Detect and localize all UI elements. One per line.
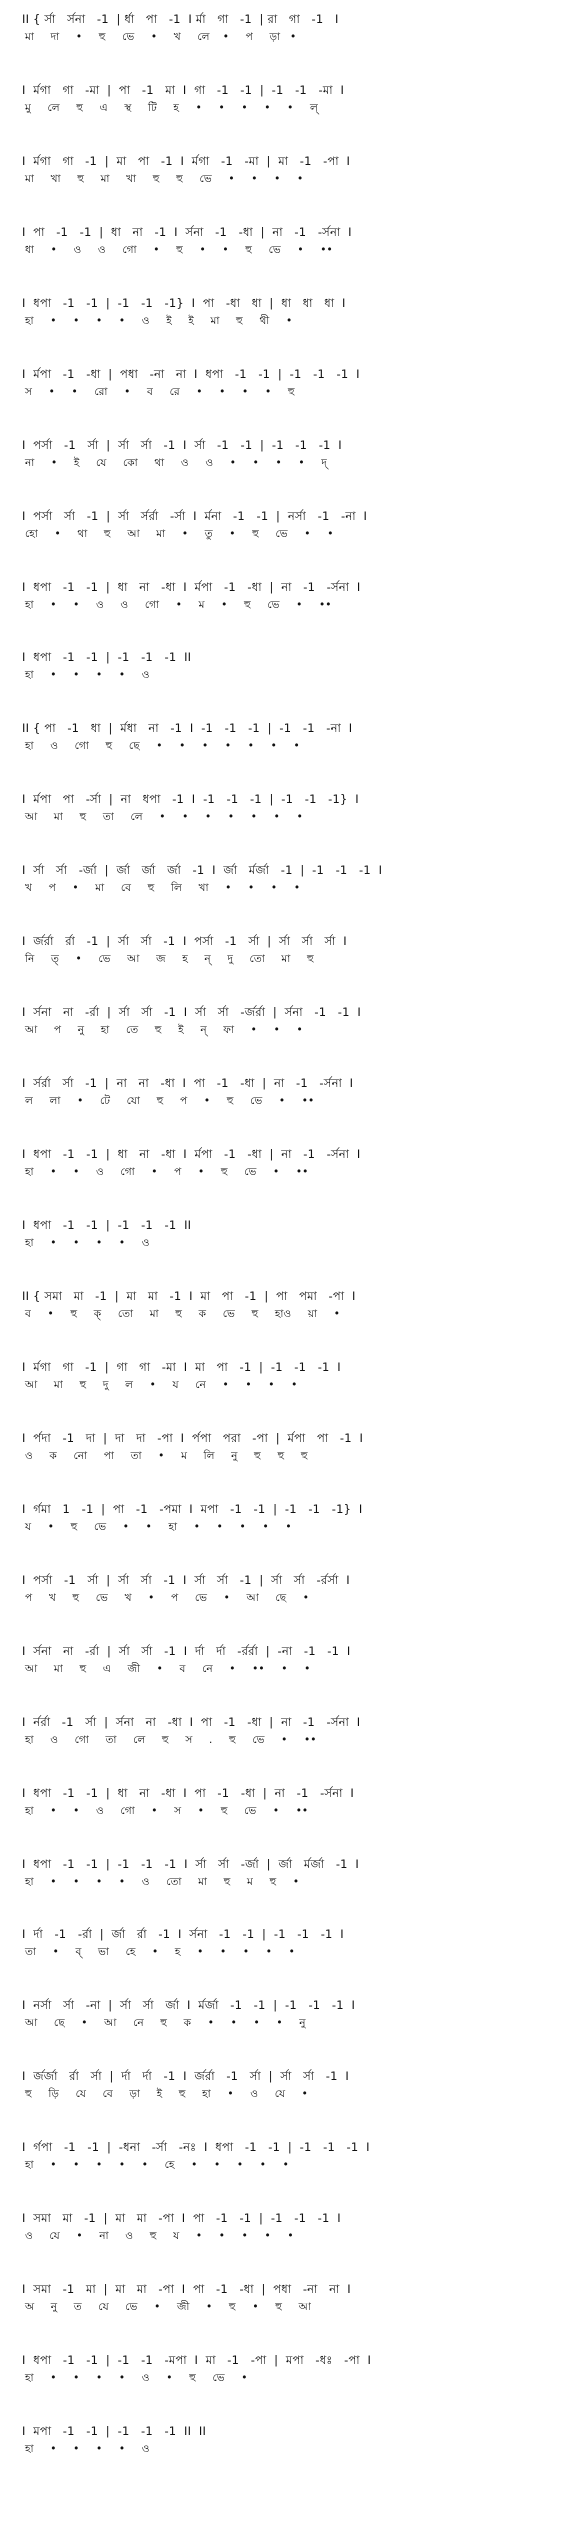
lyric-line: স • • রো • ব রে • • • • হু	[25, 385, 295, 398]
notation-system	[22, 367, 562, 399]
lyric-line: হা • • • • ও	[25, 2443, 150, 2456]
notation-system	[22, 1573, 562, 1605]
lyric-line: হো • থা হু আ মা • তু • হু ভে • •	[25, 527, 334, 540]
lyric-line: আ প নু হা তে হু ই ন্ ফা • • •	[25, 1024, 303, 1037]
notation-system	[22, 1502, 562, 1534]
notation-system	[22, 509, 562, 541]
lyric-line: আ মা হু তা লে • • • • • • •	[25, 811, 303, 824]
swar-line: I র্মপা -1 -ধা | পধা -না না I ধপা -1 -1 | -1 -1 -1 I	[22, 366, 360, 381]
swar-line: I ধপা -1 -1 | -1 -1 -মপা I মা -1 -পা | মপা -ধঃ -পা I	[22, 2353, 372, 2368]
swar-line: I পর্সা -1 র্সা | র্সা র্সা -1 I র্সা র্সা -1 | র্সা র্সা -র্রর্সা I	[22, 1572, 350, 1587]
lyric-line: ও ক নো পা তা • ম লি নু হু হু হু	[25, 1449, 308, 1462]
swar-line: I ধপা -1 -1 | ধা না -ধা I র্মপা -1 -ধা | না -1 -র্সনা I	[22, 579, 361, 594]
swar-line: I র্পদা -1 দা | দা দা -পা I র্পপা পরা -পা | র্মপা পা -1 I	[22, 1430, 364, 1445]
swar-line: II { পা -1 ধা | র্মধা না -1 I -1 -1 -1 | -1 -1 -না I	[22, 721, 353, 736]
notation-system	[22, 934, 562, 966]
notation-system	[22, 2353, 562, 2385]
lyric-line: ও যে • না ও হু য • • • • •	[25, 2230, 294, 2243]
swar-line: I র্সনা না -র্রা | র্সা র্সা -1 I র্দা র্দা -র্রর্রা | -না -1 -1 I	[22, 1643, 351, 1658]
notation-system	[22, 1857, 562, 1889]
lyric-line: হা • • • • • হে • • • • •	[25, 2159, 289, 2172]
lyric-line: তা • ব্ ভা হে • হ • • • • •	[25, 1946, 295, 1959]
notation-system	[22, 225, 562, 257]
swar-line: I র্মপা পা -র্সা | না ধপা -1 I -1 -1 -1 | -1 -1 -1} I	[22, 792, 359, 807]
lyric-line: ধা • ও ও গো • হু • • হু ভে • ••	[25, 243, 333, 256]
lyric-line: প খ হু ভে খ • প ভে • আ ছে •	[25, 1591, 309, 1604]
notation-system	[22, 154, 562, 186]
swar-line: I র্সা র্সা -র্জা | র্জা র্জা র্জা -1 I র্জা র্মর্জা -1 | -1 -1 -1 I	[22, 863, 383, 878]
notation-system	[22, 1927, 562, 1959]
notation-system	[22, 1289, 562, 1321]
lyric-line: হা • • • • ও	[25, 669, 150, 682]
notation-system	[22, 580, 562, 612]
notation-system	[22, 12, 562, 44]
notation-system	[22, 1360, 562, 1392]
notation-system	[22, 1786, 562, 1818]
swar-line: I র্সনা না -র্রা | র্সা র্সা -1 I র্সা র্সা -র্জর্রা | র্সনা -1 -1 I	[22, 1005, 361, 1020]
swar-line: I র্সর্রা র্সা -1 | না না -ধা I পা -1 -ধা | না -1 -র্সনা I	[22, 1076, 354, 1091]
notation-system	[22, 2140, 562, 2172]
lyric-line: মা দা • হু ভে • খ লে • প ড়া •	[25, 31, 297, 43]
lyric-line: হা • • ও গো • স • হু ভে • ••	[25, 1804, 309, 1817]
notation-system	[22, 2069, 562, 2101]
notation-system	[22, 792, 562, 824]
lyric-line: খ প • মা বে হু লি খা • • • •	[25, 882, 301, 895]
notation-system	[22, 650, 562, 682]
swar-line: I র্জর্রা র্রা -1 | র্সা র্সা -1 I পর্সা -1 র্সা | র্সা র্সা র্সা I	[22, 934, 347, 949]
lyric-line: হা • • • • ও • হু ভে •	[25, 2372, 248, 2385]
swar-line: I র্দা -1 -র্রা | র্জা র্রা -1 I র্সনা -1 -1 | -1 -1 -1 I	[22, 1927, 344, 1942]
lyric-line: হু ড়ি যে বে ড়া ই হু হা • ও যে •	[25, 2088, 308, 2101]
swar-line: I পর্সা -1 র্সা | র্সা র্সা -1 I র্সা -1 -1 | -1 -1 -1 I	[22, 437, 342, 452]
lyric-line: নি ত্ • ভে আ জ হ ন্ দু তো মা হু	[25, 953, 314, 966]
lyric-line: হা • • • • ও ই ই মা হু থী •	[25, 314, 293, 327]
lyric-line: ব • হু ক্ তো মা হু ক ভে হু হাও য়া •	[25, 1307, 340, 1320]
notation-system	[22, 2424, 562, 2456]
notation-system	[22, 1644, 562, 1676]
lyric-line: আ ছে • আ নে হু ক • • • • নু	[25, 2017, 306, 2030]
lyric-line: হা • • • • ও	[25, 1237, 150, 1250]
notation-system	[22, 863, 562, 895]
swar-line: I ধপা -1 -1 | ধা না -ধা I র্মপা -1 -ধা | না -1 -র্সনা I	[22, 1147, 361, 1162]
lyric-line: হা • • • • ও তো মা হু ম হু •	[25, 1875, 300, 1888]
swar-line: I সমা -1 মা | মা মা -পা I পা -1 -ধা | পধা -না না I	[22, 2282, 351, 2297]
lyric-line: ল লা • টে যো হু প • হু ভে • ••	[25, 1095, 315, 1108]
swar-line: I সমা মা -1 | মা মা -পা I পা -1 -1 | -1 -1 -1 I	[22, 2211, 341, 2226]
notation-system	[22, 1715, 562, 1747]
notation-system	[22, 721, 562, 753]
notation-system	[22, 1998, 562, 2030]
notation-system	[22, 1218, 562, 1250]
lyric-line: য • হু ভে • • হা • • • • •	[25, 1520, 292, 1533]
swar-line: I র্জর্জা র্রা র্সা | র্দা র্দা -1 I র্জর্রা -1 র্সা | র্সা র্সা -1 I	[22, 2069, 349, 2084]
swar-line: II { সমা মা -1 | মা মা -1 I মা পা -1 | পা পমা -পা I	[22, 1288, 356, 1303]
swar-line: I মপা -1 -1 | -1 -1 -1 II II	[22, 2424, 207, 2439]
lyric-line: হা ও গো তা লে হু স . হু ভে • ••	[25, 1733, 317, 1746]
notation-system	[22, 296, 562, 328]
swar-line: I পা -1 -1 | ধা না -1 I র্সনা -1 -ধা | না -1 -র্সনা I	[22, 224, 352, 239]
swar-line: I র্নর্রা -1 র্সা | র্সনা না -ধা I পা -1 -ধা | না -1 -র্সনা I	[22, 1714, 361, 1729]
lyric-line: আ মা হু এ জী • ব নে • •• • •	[25, 1662, 311, 1675]
lyric-line: হা • • ও ও গো • ম • হু ভে • ••	[25, 598, 332, 611]
swar-line: II { র্সা র্সনা -1 | র্ধা পা -1 I র্মা গা -1 | রা গা -1 I	[22, 12, 339, 26]
swar-line: I র্গমা 1 -1 | পা -1 -পমা I মপা -1 -1 | -1 -1 -1} I	[22, 1501, 363, 1516]
swar-line: I র্গপা -1 -1 | -ধনা -র্সা -নঃ I ধপা -1 -1 | -1 -1 -1 I	[22, 2140, 370, 2155]
lyric-line: হা ও গো হু ছে • • • • • • •	[25, 740, 300, 753]
swar-line: I ধপা -1 -1 | -1 -1 -1 II	[22, 650, 192, 665]
swar-line: I পর্সা র্সা -1 | র্সা র্সর্রা -র্সা I র্মনা -1 -1 | নর্সা -1 -না I	[22, 508, 368, 523]
lyric-line: মা খা হু মা খা হু হু ভে • • • •	[25, 172, 304, 185]
lyric-line: আ মা হু দু ল • য নে • • • •	[25, 1378, 298, 1391]
lyric-line: মু লে হু এ স্থ টি হ • • • • • ল্	[25, 101, 318, 114]
swar-line: I নর্সা র্সা -না | র্সা র্সা র্জা I র্মর্জা -1 -1 | -1 -1 -1 I	[22, 1998, 356, 2013]
swar-line: I ধপা -1 -1 | -1 -1 -1} I পা -ধা ধা | ধা ধা ধা I	[22, 295, 346, 310]
notation-system	[22, 83, 562, 115]
swar-line: I ধপা -1 -1 | -1 -1 -1 II	[22, 1218, 192, 1233]
notation-system	[22, 2282, 562, 2314]
notation-system	[22, 2211, 562, 2243]
lyric-line: হা • • ও গো • প • হু ভে • ••	[25, 1166, 309, 1179]
swar-line: I র্মগা গা -1 | গা গা -মা I মা পা -1 | -1 -1 -1 I	[22, 1359, 341, 1374]
notation-system	[22, 1147, 562, 1179]
notation-system	[22, 1005, 562, 1037]
lyric-line: না • ই যে কো থা ও ও • • • • দ্	[25, 456, 327, 469]
swar-line: I ধপা -1 -1 | ধা না -ধা I পা -1 -ধা | না -1 -র্সনা I	[22, 1785, 354, 1800]
notation-system	[22, 438, 562, 470]
swar-line: I র্মগা গা -1 | মা পা -1 I র্মগা -1 -মা | মা -1 -পা I	[22, 153, 351, 168]
lyric-line: অ নু ত যে ভে • জী • হু • হু আ	[25, 2301, 311, 2314]
notation-system	[22, 1431, 562, 1463]
swar-line: I র্মগা গা -মা | পা -1 মা I গা -1 -1 | -1 -1 -মা I	[22, 82, 345, 97]
swar-line: I ধপা -1 -1 | -1 -1 -1 I র্সা র্সা -র্জা | র্জা র্মর্জা -1 I	[22, 1856, 359, 1871]
notation-system	[22, 1076, 562, 1108]
